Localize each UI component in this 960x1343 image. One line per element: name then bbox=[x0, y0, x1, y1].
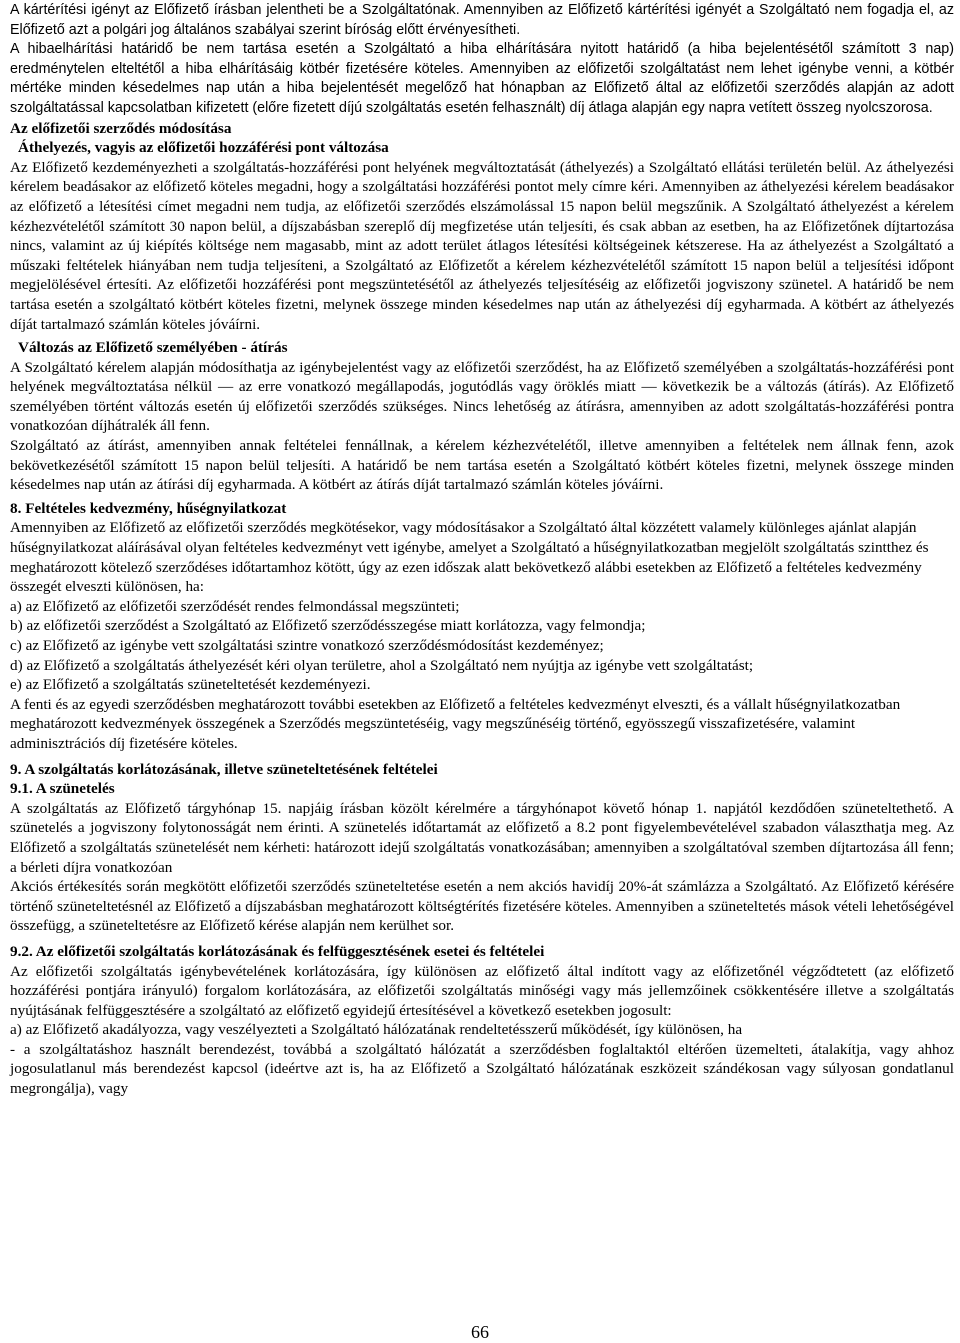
paragraph: a) az Előfizető akadályozza, vagy veszélyezteti a Szolgáltató hálózatának rendeltetésszerű működését, így különösen, ha bbox=[10, 1021, 743, 1039]
paragraph: b) az előfizetői szerződést a Szolgáltató az Előfizető szerződésszegése miatt korlátozza, vagy felmondja; bbox=[10, 617, 646, 635]
paragraph: Szolgáltató az átírást, amennyiben annak feltételei fennállnak, a kérelem kézhezvételétől, illetve amennyiben a feltételek nem állnak fenn, azok bekövetkezésétől számított 15 napon belül teljesíti. A határidő be nem tartása esetén a Szolgáltató kötbért köteles fizetni, melynek összege minden késedelmes nap után az átírási díj egyharmada. A kötbért az átírás díját tartalmazó számlán köteles jóváírni. bbox=[10, 437, 954, 494]
paragraph: A hibaelhárítási határidő be nem tartása esetén a Szolgáltató a hiba elhárítására nyitott határidő (a hiba bejelentésétől számított 3 nap) eredménytelen elteltétől a hiba elhárításáig kötbér fizetésére köteles. Amennyiben az előfizetői szolgáltatást nem lehet igénybe venni, a kötbér mértéke minden késedelmes nap után a hiba bejelentését megelőző hat hónapban az Előfizető által az előfizetői szerződés alapján az adott szolgáltatással kapcsolatban kifizetett (előre fizetett díjú szolgáltatás esetén felhasznált) díj átlaga alapján egy napra vetített összeg nyolcszorosa. bbox=[10, 41, 954, 116]
section-heading: 9. A szolgáltatás korlátozásának, illetve szüneteltetésének feltételei bbox=[10, 760, 438, 778]
paragraph: Akciós értékesítés során megkötött előfizetői szerződés szüneteltetése esetén a nem akciós havidíj 20%-át számlázza a Szolgáltató. Az Előfizető kérésére történő szüneteltetésnél az Előfizető a díjszabásban meghatározott költségtérítés fizetésére köteles. Amennyiben a szüneteltetés mások vételi lehetőségével összefügg, a szüneteltetésre az Előfizető kérése alapján nem kerülhet sor. bbox=[10, 878, 954, 935]
paragraph: - a szolgáltatáshoz használt berendezést, továbbá a szolgáltató hálózatát a szerződésben foglaltaktól eltérően üzemelteti, átalakítja, vagy ahhoz jogosulatlanul más berendezést kapcsol (ideértve azt is, ha az Előfizető a Szolgáltató hálózatának eszközeit szándékosan vagy súlyosan gondatlanul megrongálja), vagy bbox=[10, 1040, 954, 1098]
paragraph: e) az Előfizető a szolgáltatás szüneteltetését kezdeményezi. bbox=[10, 676, 371, 694]
section-heading: 8. Feltételes kedvezmény, hűségnyilatkozat bbox=[10, 499, 287, 517]
paragraph: d) az Előfizető a szolgáltatás áthelyezését kéri olyan területre, ahol a Szolgáltató nem nyújtja az igénybe vett szolgáltatást; bbox=[10, 656, 754, 674]
paragraph: A fenti és az egyedi szerződésben meghatározott további esetekben az Előfizető a feltételes kedvezményt elveszti, és a vállalt hűségnyilatkozatban meghatározott kedvezmények összegének a Szerződés megszüntetéséig, vagy megszűnéséig történő, egyösszegű visszafizetésére, valamint adminisztrációs díj fizetésére köteles. bbox=[10, 695, 901, 752]
paragraph: Az Előfizető kezdeményezheti a szolgáltatás-hozzáférési pont helyének megváltoztatását (áthelyezés) a Szolgáltató ellátási területén belül. Az áthelyezési kérelem beadásakor az előfizető köteles megadni, hogy a szolgáltatási hozzáférési pontot mely címre kéri. Amennyiben az áthelyezési kérelem beadásakor az előfizető a létesítési címet megadni nem tudja, az előfizetői szerződés elszámolással 15 napon belül megszűnik. A Szolgáltató áthelyezést a kérelem kézhezvételétől számított 30 napon belül, a díjszabásban szereplő díj megfizetése után teljesíti, és csak abban az esetben, ha az Előfizetőnek díjtartozása nincs, valamint az új kiépítés költsége nem magasabb, mint az adott terület átlagos létesítési költségeinek kétszerese. Ha az áthelyezést a Szolgáltató a műszaki feltételek hiányában nem tudja teljesíteni, a Szolgáltató az Előfizetőt a kérelem kézhezvételétől számított 15 napon belül a teljesítési időpont megjelölésével értesíti. Az előfizetői hozzáférési pont megszüntetésétől az áthelyezés teljesítéséig az előfizetői jogviszony szünetel. A határidő be nem tartása esetén a szolgáltató kötbért köteles fizetni, melynek összege minden késedelmes nap után az áthelyezési díj egyharmada. A kötbért az áthelyezés díját tartalmazó számlán köteles jóváírni. bbox=[10, 158, 954, 333]
section-heading: 9.2. Az előfizetői szolgáltatás korlátozásának és felfüggesztésének esetei és feltételei bbox=[10, 942, 545, 960]
section-heading: Változás az Előfizető személyében - átírás bbox=[18, 339, 288, 357]
section-heading: 9.1. A szünetelés bbox=[10, 780, 115, 798]
page-number: 66 bbox=[471, 1322, 489, 1342]
document-body bbox=[10, 1, 954, 1099]
paragraph: Az előfizetői szolgáltatás igénybevételének korlátozására, így különösen az előfizető által indított vagy az előfizetőnél végződtetett (az előfizető hozzáférési pontjára irányuló) forgalom korlátozására, az előfizetői szolgáltatás minőségi vagy más jellemzőinek csökkentésére illetve a szolgáltatás nyújtásának felfüggesztésére a szolgáltató az előfizető egyidejű értesítésével a következő esetekben jogosult: bbox=[10, 962, 954, 1019]
paragraph: a) az Előfizető az előfizetői szerződését rendes felmondással megszünteti; bbox=[10, 597, 460, 615]
paragraph: Amennyiben az Előfizető az előfizetői szerződés megkötésekor, vagy módosításakor a Szolgáltató által közzétett valamely különleges ajánlat alapján hűségnyilatkozat aláírásával olyan feltételes kedvezményt vett igénybe, amelyet a Szolgáltató a hűségnyilatkozatban megjelölt szolgáltatás szintthez és meghatározott kötelező szerződéses időtartamhoz kötött, úgy az ezen időszak alatt bekövetkező alábbi esetekben az Előfizető a feltételes kedvezmény összegét elveszti különösen, ha: bbox=[10, 519, 929, 596]
paragraph: A Szolgáltató kérelem alapján módosíthatja az igénybejelentést vagy az előfizetői szerződést, ha az Előfizető személyében a szolgáltatás-hozzáférési pont helyének megváltoztatása nélkül — az erre vonatkozó megállapodás, jogutódlás vagy öröklés miatt — következik be a változás (átírás). Az Előfizető személyében történt változás esetén új előfizetői szerződés szükséges. Nincs lehetőség az átírásra, amennyiben az adott szolgáltatás-hozzáférési pontra vonatkozóan díjhátralék áll fenn. bbox=[10, 358, 954, 435]
paragraph: c) az Előfizető az igénybe vett szolgáltatási szintre vonatkozó szerződésmódosítást kezdeményez; bbox=[10, 637, 604, 654]
section-heading: Áthelyezés, vagyis az előfizetői hozzáférési pont változása bbox=[18, 139, 389, 157]
paragraph: A szolgáltatás az Előfizető tárgyhónap 15. napjáig írásban közölt kérelmére a tárgyhónapot követő hónap 1. napjától kezdődően szüneteltethető. A szünetelés a jogviszony folytonosságát nem érinti. A szünetelés időtartamát az előfizető a 8.2 pont figyelembevételével szabadon választhatja meg. Az Előfizető a szolgáltatás szünetelését nem kérheti: határozott idejű szolgáltatás vonatkozásában; amennyiben a szolgáltatóval szemben díjtartozása áll fenn; a bérleti díjra vonatkozóan bbox=[10, 799, 954, 876]
paragraph: A kártérítési igényt az Előfizető írásban jelentheti be a Szolgáltatónak. Amennyiben az Előfizető kártérítési igényét a Szolgáltató nem fogadja el, az Előfizető azt a polgári jog általános szabályai szerint bíróság előtt érvényesítheti. bbox=[10, 2, 954, 38]
section-heading: Az előfizetői szerződés módosítása bbox=[10, 119, 232, 137]
